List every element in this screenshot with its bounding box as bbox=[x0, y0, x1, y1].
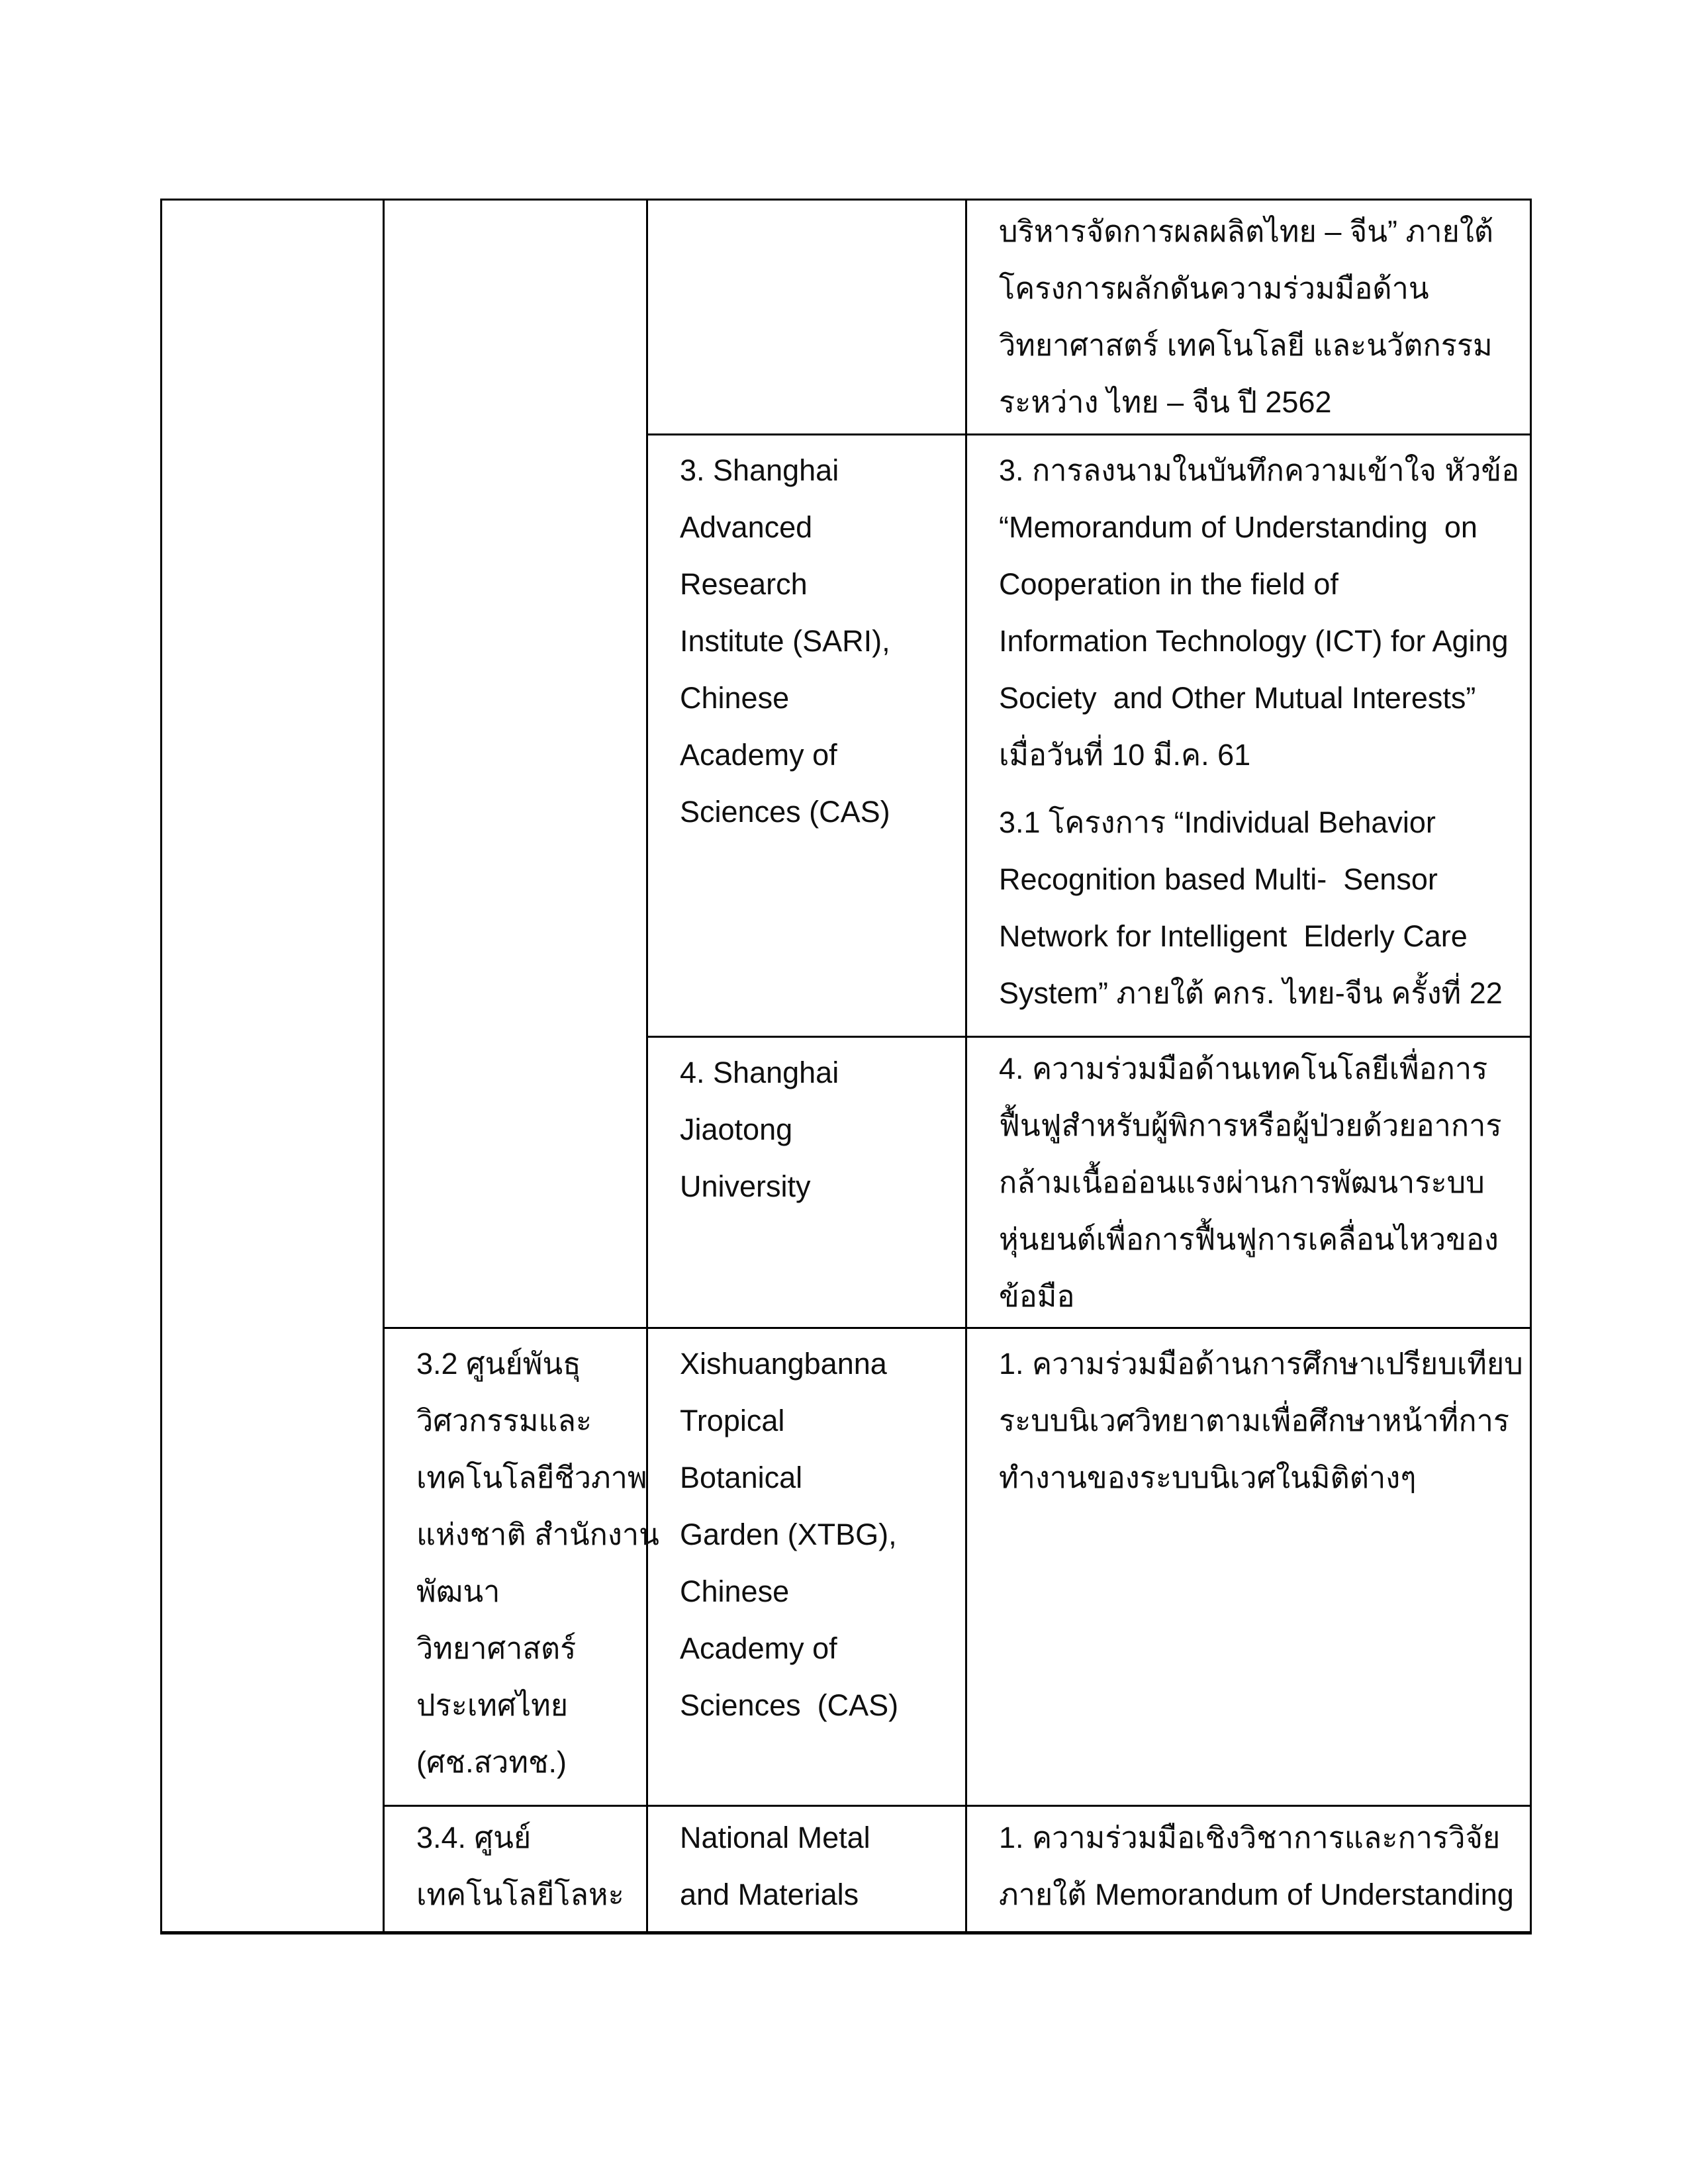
text-line: ประเทศไทย bbox=[416, 1688, 569, 1722]
cell-left-spine-empty bbox=[162, 201, 385, 1931]
cell-activity-rehab-robot bbox=[967, 1038, 1530, 1329]
text-line: วิศวกรรมและ bbox=[416, 1404, 592, 1437]
cell-activity-thai-china-program bbox=[967, 201, 1530, 435]
cell-partner-empty bbox=[648, 201, 967, 435]
text-line: Information Technology (ICT) for Aging bbox=[999, 624, 1509, 658]
text-line: University bbox=[680, 1169, 811, 1203]
paragraph-project-3-1 bbox=[999, 794, 1522, 1022]
text-line: 3.4. ศูนย์ bbox=[416, 1821, 532, 1854]
text-line: พัฒนา bbox=[416, 1574, 500, 1608]
text-line: (ศช.สวทช.) bbox=[416, 1745, 567, 1779]
text-line: Jiaotong bbox=[680, 1113, 793, 1146]
text-line: บริหารจัดการผลผลิตไทย – จีน” ภายใต้ bbox=[999, 214, 1494, 248]
text-line: 3.2 ศูนย์พันธุ bbox=[416, 1347, 581, 1381]
paragraph-mou-signing bbox=[999, 442, 1522, 784]
text-line: Society and Other Mutual Interests” bbox=[999, 681, 1476, 715]
cell-activity-ecosystem-study bbox=[967, 1329, 1530, 1807]
text-line: โครงการผลักดันความร่วมมือด้าน bbox=[999, 271, 1429, 305]
text-line: Cooperation in the field of bbox=[999, 567, 1338, 601]
cell-partner-sari-cas bbox=[648, 435, 967, 1038]
text-line: เทคโนโลยีชีวภาพ bbox=[416, 1461, 647, 1494]
cell-partner-xtbg-cas bbox=[648, 1329, 967, 1807]
text-line: ข้อมือ bbox=[999, 1279, 1075, 1313]
text-line: Research bbox=[680, 567, 808, 601]
text-line: วิทยาศาสตร์ เทคโนโลยี และนวัตกรรม bbox=[999, 328, 1493, 362]
text-line: เทคโนโลยีโลหะ bbox=[416, 1878, 624, 1911]
text-line: วิทยาศาสตร์ bbox=[416, 1631, 577, 1665]
text-line: 3. Shanghai bbox=[680, 453, 839, 487]
text-line: “Memorandum of Understanding on bbox=[999, 510, 1477, 544]
text-line: 3.1 โครงการ “Individual Behavior bbox=[999, 805, 1436, 839]
cell-activity-mou-ict-aging bbox=[967, 435, 1530, 1038]
cell-org-group-3-2-biotec bbox=[385, 1329, 659, 1807]
text-line: National Metal bbox=[680, 1821, 870, 1854]
text-line: ระบบนิเวศวิทยาตามเพื่อศึกษาหน้าที่การ bbox=[999, 1404, 1510, 1437]
text-line: Sciences (CAS) bbox=[680, 795, 890, 829]
text-line: Chinese bbox=[680, 681, 790, 715]
text-line: 4. ความร่วมมือด้านเทคโนโลยีเพื่อการ bbox=[999, 1052, 1488, 1085]
text-line: 3. การลงนามในบันทึกความเข้าใจ หัวข้อ bbox=[999, 453, 1520, 487]
text-line: Xishuangbanna bbox=[680, 1347, 887, 1381]
text-line: ภายใต้ Memorandum of Understanding bbox=[999, 1878, 1514, 1911]
text-line: เมื่อวันที่ 10 มี.ค. 61 bbox=[999, 738, 1251, 772]
text-line: หุ่นยนต์เพื่อการฟื้นฟูการเคลื่อนไหวของ bbox=[999, 1222, 1499, 1256]
text-line: Academy of bbox=[680, 1631, 837, 1665]
text-line: Tropical bbox=[680, 1404, 785, 1437]
text-line: 4. Shanghai bbox=[680, 1056, 839, 1089]
text-line: ระหว่าง ไทย – จีน ปี 2562 bbox=[999, 385, 1332, 419]
cell-org-group-3-4-mtec bbox=[385, 1807, 648, 1931]
text-line: Recognition based Multi- Sensor bbox=[999, 862, 1438, 896]
text-line: แห่งชาติ สำนักงาน bbox=[416, 1518, 659, 1551]
text-line: Botanical bbox=[680, 1461, 803, 1494]
text-line: 1. ความร่วมมือด้านการศึกษาเปรียบเทียบ bbox=[999, 1347, 1523, 1381]
cell-activity-academic-research-mou bbox=[967, 1807, 1530, 1931]
cell-partner-national-metal bbox=[648, 1807, 967, 1931]
text-line: Sciences (CAS) bbox=[680, 1688, 899, 1722]
text-line: System” ภายใต้ คกร. ไทย-จีน ครั้งที่ 22 bbox=[999, 976, 1503, 1010]
text-line: Academy of bbox=[680, 738, 837, 772]
text-line: Garden (XTBG), bbox=[680, 1518, 897, 1551]
text-line: ทำงานของระบบนิเวศในมิติต่างๆ bbox=[999, 1461, 1417, 1494]
text-line: Advanced bbox=[680, 510, 813, 544]
text-line: Network for Intelligent Elderly Care bbox=[999, 919, 1468, 953]
text-line: Chinese bbox=[680, 1574, 790, 1608]
text-line: 1. ความร่วมมือเชิงวิชาการและการวิจัย bbox=[999, 1821, 1501, 1854]
cooperation-table bbox=[160, 199, 1532, 1934]
text-line: ฟื้นฟูสำหรับผู้พิการหรือผู้ป่วยด้วยอาการ bbox=[999, 1109, 1502, 1142]
cell-org-column-empty bbox=[385, 201, 648, 1329]
cell-partner-shanghai-jiaotong bbox=[648, 1038, 967, 1329]
text-line: Institute (SARI), bbox=[680, 624, 890, 658]
text-line: กล้ามเนื้ออ่อนแรงผ่านการพัฒนาระบบ bbox=[999, 1165, 1485, 1199]
text-line: and Materials bbox=[680, 1878, 859, 1911]
